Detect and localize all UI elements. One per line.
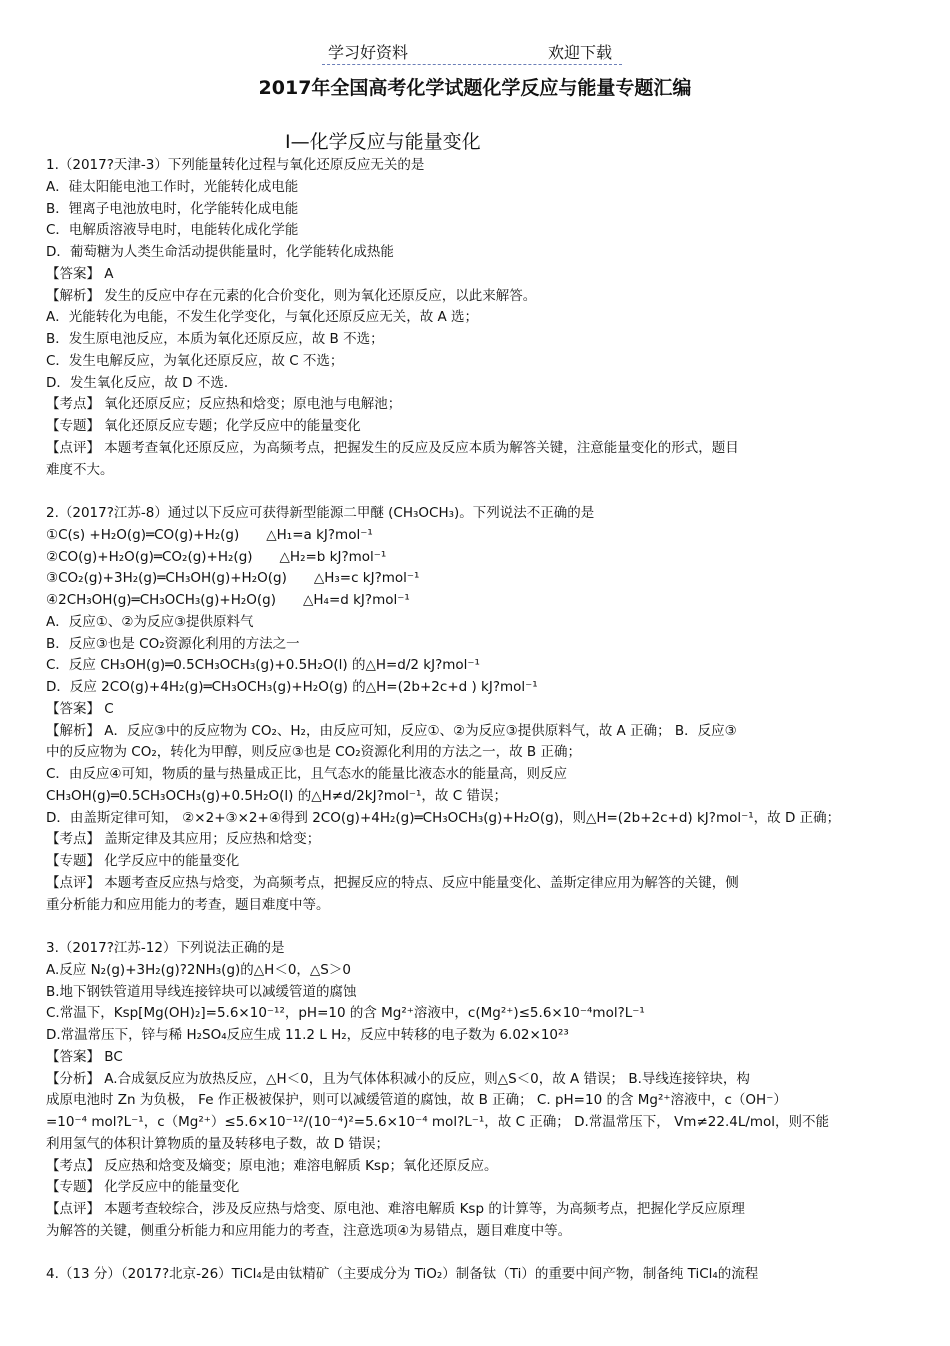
header-divider — [322, 64, 622, 65]
text-line: B．发生原电池反应，本质为氧化还原反应，故 B 不选； — [46, 331, 384, 347]
text-line: 重分析能力和应用能力的考查，题目难度中等。 — [46, 896, 330, 913]
header-left-text: 学习好资料 — [328, 43, 409, 62]
text-line: 【解析】 发生的反应中存在元素的化合价变化，则为氧化还原反应，以此来解答。 — [46, 287, 537, 304]
text-line: 2.（2017?江苏-8）通过以下反应可获得新型能源二甲醚 (CH₃OCH₃)。下列说法不正确的是 — [46, 505, 595, 521]
text-line: ③CO₂(g)+3H₂(g)═CH₃OH(g)+H₂O(g) △H₃=c kJ?mol⁻¹ — [46, 570, 420, 587]
text-line: CH₃OH(g)═0.5CH₃OCH₃(g)+0.5H₂O(l) 的△H≠d/2kJ?mol⁻¹，故 C 错误； — [46, 787, 507, 804]
text-line: A．硅太阳能电池工作时，光能转化成电能 — [46, 178, 299, 195]
page-header — [0, 40, 950, 66]
text-line: B．反应③也是 CO₂资源化利用的方法之一 — [46, 635, 300, 652]
text-line: D．葡萄糖为人类生命活动提供能量时，化学能转化成热能 — [46, 244, 394, 260]
text-line: 【点评】 本题考查反应热与焓变，为高频考点，把握反应的特点、反应中能量变化、盖斯定律应用为解答的关键，侧 — [46, 874, 739, 891]
text-line: 3.（2017?江苏-12）下列说法正确的是 — [46, 940, 285, 956]
document-title: 2017年全国高考化学试题化学反应与能量专题汇编 — [258, 77, 692, 99]
text-line: 【考点】 氧化还原反应；反应热和焓变；原电池与电解池； — [46, 396, 402, 413]
text-line: C.常温下，Ksp[Mg(OH)₂]=5.6×10⁻¹²，pH=10 的含 Mg²⁺溶液中，c(Mg²⁺)≤5.6×10⁻⁴mol?L⁻¹ — [46, 1005, 645, 1022]
header-right-text: 欢迎下载 — [548, 43, 613, 62]
text-line: B.地下钢铁管道用导线连接锌块可以减缓管道的腐蚀 — [46, 983, 357, 1000]
text-line: D.常温常压下，锌与稀 H₂SO₄反应生成 11.2 L H₂，反应中转移的电子数为 6.02×10²³ — [46, 1027, 569, 1043]
text-line: 成原电池时 Zn 为负极， Fe 作正极被保护，则可以减缓管道的腐蚀，故 B 正确； C. pH=10 的含 Mg²⁺溶液中，c（OH⁻） — [46, 1092, 787, 1109]
text-line: A．光能转化为电能，不发生化学变化，与氧化还原反应无关，故 A 选； — [46, 309, 479, 326]
blank-line — [46, 1243, 906, 1265]
text-line: C．电解质溶液导电时，电能转化成化学能 — [46, 222, 299, 239]
text-line: 【专题】 氧化还原反应专题；化学反应中的能量变化 — [46, 418, 361, 434]
text-line: C．由反应④可知，物质的量与热量成正比，且气态水的能量比液态水的能量高，则反应 — [46, 766, 568, 782]
text-line: C．反应 CH₃OH(g)═0.5CH₃OCH₃(g)+0.5H₂O(l) 的△H=d/2 kJ?mol⁻¹ — [46, 657, 480, 674]
text-line: A．反应①、②为反应③提供原料气 — [46, 613, 254, 630]
blank-line — [46, 481, 906, 503]
text-line: A.反应 N₂(g)+3H₂(g)?2NH₃(g)的△H＜0，△S＞0 — [46, 961, 351, 978]
text-line: 利用氢气的体积计算物质的量及转移电子数，故 D 错误； — [46, 1135, 389, 1152]
text-line: B．锂离子电池放电时，化学能转化成电能 — [46, 200, 299, 217]
text-line: 【考点】 反应热和焓变及熵变；原电池；难溶电解质 Ksp；氧化还原反应。 — [46, 1157, 498, 1174]
text-line: 难度不大。 — [46, 461, 114, 478]
text-line: C．发生电解反应，为氧化还原反应，故 C 不选； — [46, 352, 344, 369]
text-line: 为解答的关键，侧重分析能力和应用能力的考查，注意选项④为易错点，题目难度中等。 — [46, 1222, 572, 1239]
text-line: 【答案】 A — [46, 265, 114, 282]
text-line: D．发生氧化反应，故 D 不选． — [46, 374, 238, 391]
text-line: =10⁻⁴ mol?L⁻¹，c（Mg²⁺）≤5.6×10⁻¹²/(10⁻⁴)²=5.6×10⁻⁴ mol?L⁻¹，故 C 正确； D.常温常压下， Vm≠22.4L/mol，则不能 — [46, 1114, 830, 1130]
text-line: 【答案】 BC — [46, 1048, 123, 1065]
text-line: 【分析】 A.合成氨反应为放热反应，△H＜0，且为气体体积减小的反应，则△S＜0，故 A 错误； B.导线连接锌块，构 — [46, 1070, 750, 1087]
text-line: D．由盖斯定律可知， ②×2+③×2+④得到 2CO(g)+4H₂(g)═CH₃OCH₃(g)+H₂O(g)，则△H=(2b+2c+d) kJ?mol⁻¹，故 D 正确； — [46, 809, 841, 826]
text-line: 【答案】 C — [46, 700, 114, 717]
text-line: D．反应 2CO(g)+4H₂(g)═CH₃OCH₃(g)+H₂O(g) 的△H=(2b+2c+d ) kJ?mol⁻¹ — [46, 679, 538, 695]
text-line: 4.（13 分）（2017?北京-26）TiCl₄是由钛精矿（主要成分为 TiO₂）制备钛（Ti）的重要中间产物，制备纯 TiCl₄的流程 — [46, 1266, 759, 1283]
text-line: 中的反应物为 CO₂，转化为甲醇，则反应③也是 CO₂资源化利用的方法之一，故 B 正确； — [46, 744, 581, 761]
section-heading: Ⅰ—化学反应与能量变化 — [285, 131, 481, 153]
text-line: ④2CH₃OH(g)═CH₃OCH₃(g)+H₂O(g) △H₄=d kJ?mol⁻¹ — [46, 592, 410, 608]
text-line: 【解析】 A．反应③中的反应物为 CO₂、H₂，由反应可知，反应①、②为反应③提供原料气，故 A 正确； B．反应③ — [46, 722, 737, 739]
text-line: 【点评】 本题考查较综合，涉及反应热与焓变、原电池、难溶电解质 Ksp 的计算等，为高频考点，把握化学反应原理 — [46, 1201, 745, 1217]
document-body — [46, 155, 906, 1286]
text-line: ①C(s) +H₂O(g)═CO(g)+H₂(g) △H₁=a kJ?mol⁻¹ — [46, 526, 373, 543]
text-line: ②CO(g)+H₂O(g)═CO₂(g)+H₂(g) △H₂=b kJ?mol⁻¹ — [46, 548, 387, 565]
text-line: 【专题】 化学反应中的能量变化 — [46, 853, 240, 869]
text-line: 【专题】 化学反应中的能量变化 — [46, 1179, 240, 1196]
text-line: 1.（2017?天津-3）下列能量转化过程与氧化还原反应无关的是 — [46, 157, 425, 173]
text-line: 【点评】 本题考查氧化还原反应，为高频考点，把握发生的反应及反应本质为解答关键，注意能量变化的形式，题目 — [46, 439, 739, 456]
text-line: 【考点】 盖斯定律及其应用；反应热和焓变； — [46, 831, 321, 848]
blank-line — [46, 916, 906, 938]
